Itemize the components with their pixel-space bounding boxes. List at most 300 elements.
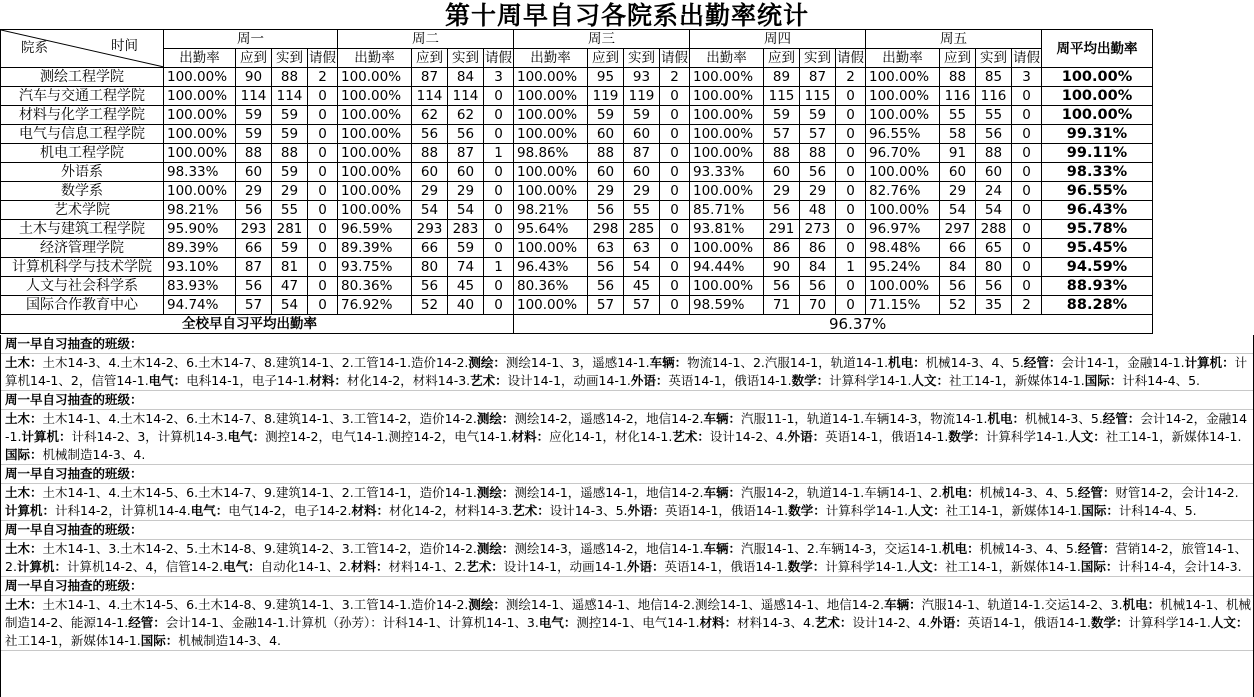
leave-cell: 0 [308,163,338,182]
dept-name: 土木与建筑工程学院 [1,220,164,239]
class-list: 财管14-2，会计14-2. [1115,485,1239,500]
leave-cell: 0 [484,220,514,239]
expected-cell: 87 [412,68,448,87]
sub-header: 实到 [448,49,484,68]
dept-abbrev: 国际： [5,447,43,462]
leave-cell: 0 [660,144,690,163]
leave-cell: 0 [484,125,514,144]
actual-cell: 29 [800,182,836,201]
expected-cell: 52 [412,296,448,315]
class-list: 土木14-1、4.土木14-2、6.土木14-7、8.建筑14-1、3.工管14-2，造价14-2. [42,411,477,426]
leave-cell: 0 [484,201,514,220]
sub-header: 请假 [1013,50,1040,66]
notes-title: 周一早自习抽查的班级： [1,521,1253,540]
dept-abbrev: 艺术： [512,503,550,518]
class-list: 电科14-1，电子14-1. [186,373,310,388]
class-list: 测绘14-1，遥感14-1，地信14-2. [514,485,704,500]
expected-cell: 114 [412,87,448,106]
actual-cell: 273 [800,220,836,239]
leave-cell: 0 [836,125,866,144]
expected-cell: 29 [764,182,800,201]
actual-cell: 59 [624,106,660,125]
actual-cell: 56 [448,125,484,144]
weekly-average-header: 周平均出勤率 [1042,30,1153,68]
actual-cell: 57 [624,296,660,315]
dept-abbrev: 材料： [351,503,389,518]
leave-cell: 0 [1012,125,1042,144]
overall-value: 96.37% [514,315,1153,334]
sub-header: 实到 [800,49,836,68]
rate-cell: 100.00% [690,87,764,106]
rate-cell: 100.00% [514,125,588,144]
actual-cell: 81 [272,258,308,277]
rate-cell: 96.55% [866,125,940,144]
class-list: 材化14-2，材料14-3. [388,503,513,518]
expected-cell: 56 [236,277,272,296]
expected-cell: 56 [588,201,624,220]
dept-abbrev: 外语： [630,373,669,388]
actual-cell: 80 [976,258,1012,277]
dept-abbrev: 土木： [5,597,43,612]
table-row [1,258,1153,277]
leave-cell: 0 [308,87,338,106]
expected-cell: 59 [764,106,800,125]
class-list: 机械制造14-3、4. [178,633,282,648]
dept-abbrev: 数学： [948,429,986,444]
actual-cell: 70 [800,296,836,315]
actual-cell: 55 [976,106,1012,125]
class-list: 社工14-1，新媒体14-1. [948,373,1085,388]
table-row [1,277,1153,296]
sub-header: 请假 [485,50,512,66]
dept-abbrev: 人文： [908,503,946,518]
expected-cell: 29 [940,182,976,201]
rate-cell: 100.00% [514,296,588,315]
expected-cell: 60 [940,163,976,182]
dept-abbrev: 经管： [1077,541,1116,556]
expected-cell: 88 [940,68,976,87]
dept-abbrev: 土木： [5,541,43,556]
leave-cell: 2 [1012,296,1042,315]
dept-abbrev: 电气： [190,503,229,518]
actual-cell: 40 [448,296,484,315]
rate-cell: 100.00% [690,144,764,163]
rate-cell: 100.00% [514,239,588,258]
dept-abbrev: 艺术： [466,559,504,574]
rate-cell: 89.39% [164,239,236,258]
expected-cell: 58 [940,125,976,144]
notes-title: 周一早自习抽查的班级： [1,465,1253,484]
leave-cell: 0 [308,277,338,296]
dept-abbrev: 电气： [148,373,187,388]
dept-abbrev: 艺术： [470,373,508,388]
leave-cell: 2 [836,68,866,87]
rate-cell: 100.00% [514,182,588,201]
expected-cell: 56 [588,258,624,277]
class-list: 会计14-2，金融14-1. [5,411,1248,444]
class-list: 机械制造14-3、4. [42,447,146,462]
weekly-average-cell: 100.00% [1042,68,1153,87]
actual-cell: 84 [448,68,484,87]
rate-cell: 98.86% [514,144,588,163]
rate-cell: 100.00% [164,106,236,125]
class-list: 测控14-1、电气14-1. [576,615,700,630]
actual-cell: 60 [624,125,660,144]
expected-cell: 80 [412,258,448,277]
rate-cell: 98.48% [866,239,940,258]
expected-cell: 29 [588,182,624,201]
leave-cell: 0 [484,106,514,125]
rate-cell: 100.00% [690,239,764,258]
dept-abbrev: 国际： [140,633,179,648]
leave-cell: 0 [660,220,690,239]
rate-cell: 100.00% [866,68,940,87]
rate-cell: 98.21% [514,201,588,220]
actual-cell: 60 [448,163,484,182]
rate-cell: 98.21% [164,201,236,220]
leave-cell: 0 [660,296,690,315]
weekly-average-cell: 95.78% [1042,220,1153,239]
class-list: 测绘14-1、3，遥感14-1. [505,355,650,370]
rate-cell: 93.33% [690,163,764,182]
leave-cell: 1 [484,258,514,277]
rate-cell: 100.00% [164,87,236,106]
expected-cell: 88 [412,144,448,163]
dept-abbrev: 外语： [626,559,665,574]
rate-cell: 94.44% [690,258,764,277]
table-row [1,220,1153,239]
expected-cell: 86 [764,239,800,258]
leave-cell: 0 [1012,106,1042,125]
rate-cell: 100.00% [338,144,412,163]
expected-cell: 54 [412,201,448,220]
actual-cell: 29 [448,182,484,201]
table-row [1,87,1153,106]
expected-cell: 87 [236,258,272,277]
leave-cell: 0 [1012,258,1042,277]
rate-cell: 100.00% [164,68,236,87]
leave-cell: 0 [660,258,690,277]
class-list: 自动化14-1、2. [260,559,351,574]
overall-label: 全校早自习平均出勤率 [1,315,514,334]
dept-name: 外语系 [1,163,164,182]
leave-cell: 0 [660,277,690,296]
leave-cell: 0 [836,182,866,201]
class-list: 计算科学14-1. [829,373,912,388]
rate-cell: 100.00% [338,125,412,144]
expected-cell: 62 [412,106,448,125]
expected-cell: 293 [412,220,448,239]
actual-cell: 48 [800,201,836,220]
actual-cell: 56 [800,163,836,182]
rate-cell: 100.00% [514,163,588,182]
rate-cell: 100.00% [690,182,764,201]
class-list: 设计14-3、5. [549,503,628,518]
dept-abbrev: 土木： [5,355,43,370]
rate-cell: 95.24% [866,258,940,277]
dept-abbrev: 测绘： [476,485,515,500]
dept-abbrev: 数学： [1090,615,1129,630]
dept-name: 材料与化学工程学院 [1,106,164,125]
dept-abbrev: 测绘： [476,541,515,556]
class-list: 计科14-4，会计14-3. [1118,559,1242,574]
dept-name: 计算机科学与技术学院 [1,258,164,277]
leave-cell: 0 [1012,163,1042,182]
notes-title: 周一早自习抽查的班级： [1,577,1253,596]
dept-abbrev: 车辆： [884,597,922,612]
class-list: 设计14-2、4. [852,615,931,630]
dept-abbrev: 艺术： [672,429,710,444]
actual-cell: 65 [976,239,1012,258]
dept-name: 国际合作教育中心 [1,296,164,315]
expected-cell: 89 [764,68,800,87]
actual-cell: 288 [976,220,1012,239]
expected-cell: 56 [412,277,448,296]
table-row [1,239,1153,258]
actual-cell: 87 [448,144,484,163]
leave-cell: 2 [308,68,338,87]
leave-cell: 0 [660,125,690,144]
class-list: 物流14-1、2.汽服14-1，轨道14-1. [687,355,889,370]
dept-abbrev: 经管： [1023,355,1062,370]
weekly-average-cell: 98.33% [1042,163,1153,182]
leave-cell: 0 [1012,87,1042,106]
dept-abbrev: 经管： [128,615,166,630]
weekly-average-cell: 94.59% [1042,258,1153,277]
actual-cell: 74 [448,258,484,277]
sub-header: 应到 [588,49,624,68]
class-list: 英语14-1，俄语14-1. [967,615,1091,630]
leave-cell: 0 [836,106,866,125]
notes-body [1,354,1253,391]
weekly-average-cell: 88.28% [1042,296,1153,315]
expected-cell: 91 [940,144,976,163]
dept-abbrev: 材料： [350,559,389,574]
header-row-days [1,30,1153,49]
expected-cell: 52 [940,296,976,315]
day-header: 周一 [164,30,338,49]
expected-cell: 114 [236,87,272,106]
rate-cell: 100.00% [338,106,412,125]
class-list: 机械14-3、4、5. [979,485,1078,500]
dept-abbrev: 电气： [538,615,577,630]
expected-cell: 59 [588,106,624,125]
rate-cell: 93.81% [690,220,764,239]
class-list: 土木14-1、3.土木14-2、5.土木14-8、9.建筑14-2、3.工管14-2，造价14-2. [42,541,477,556]
dept-abbrev: 材料： [699,615,738,630]
actual-cell: 59 [272,239,308,258]
actual-cell: 87 [800,68,836,87]
leave-cell: 0 [836,201,866,220]
leave-cell: 0 [660,239,690,258]
corner-time-label: 时间 [111,38,138,54]
weekly-average-cell: 99.31% [1042,125,1153,144]
leave-cell: 0 [1012,239,1042,258]
expected-cell: 55 [940,106,976,125]
dept-abbrev: 机电： [888,355,926,370]
class-list: 机械14-1、机械制造14-2、能源14-1. [5,597,1251,630]
rate-cell: 95.90% [164,220,236,239]
actual-cell: 86 [800,239,836,258]
dept-abbrev: 外语： [627,503,666,518]
header-row-fields [1,49,1153,68]
leave-cell: 0 [308,144,338,163]
actual-cell: 35 [976,296,1012,315]
expected-cell: 56 [236,201,272,220]
notes-body [1,540,1253,577]
actual-cell: 84 [800,258,836,277]
leave-cell: 0 [484,296,514,315]
class-list: 汽服11-1，轨道14-1.车辆14-3，物流14-1. [741,411,988,426]
sub-header: 应到 [236,49,272,68]
actual-cell: 54 [272,296,308,315]
leave-cell: 1 [484,144,514,163]
dept-abbrev: 电气： [223,559,261,574]
expected-cell: 116 [940,87,976,106]
leave-cell: 1 [836,258,866,277]
leave-cell: 0 [484,277,514,296]
weekly-average-cell: 100.00% [1042,87,1153,106]
dept-abbrev: 测绘： [468,355,506,370]
dept-abbrev: 计算机： [16,559,67,574]
sub-header: 实到 [624,49,660,68]
dept-abbrev: 经管： [1102,411,1141,426]
class-list: 会计14-1、金融14-1.计算机（孙芳）：计科14-1、计算机14-1、3. [165,615,539,630]
rate-cell: 100.00% [866,87,940,106]
dept-abbrev: 人文： [1210,615,1249,630]
rate-cell: 82.76% [866,182,940,201]
leave-cell: 0 [308,258,338,277]
expected-cell: 59 [236,106,272,125]
actual-cell: 85 [976,68,1012,87]
leave-cell: 0 [836,239,866,258]
leave-cell: 0 [836,87,866,106]
leave-cell: 0 [1012,201,1042,220]
rate-cell: 100.00% [514,106,588,125]
class-list: 土木14-1、4.土木14-5、6.土木14-7、9.建筑14-1、2.工管14-1，造价14-1. [42,485,477,500]
rate-cell: 100.00% [866,106,940,125]
dept-abbrev: 数学： [788,503,826,518]
rate-cell: 94.74% [164,296,236,315]
class-list: 设计14-1，动画14-1. [503,559,627,574]
spot-check-notes [0,335,1254,697]
class-list: 土木14-3、4.土木14-2、6.土木14-7、8.建筑14-1、2.工管14-1.造价14-2. [42,355,469,370]
dept-abbrev: 外语： [930,615,968,630]
rate-cell: 100.00% [690,68,764,87]
expected-cell: 90 [764,258,800,277]
dept-name: 测绘工程学院 [1,68,164,87]
leave-cell: 0 [836,277,866,296]
expected-cell: 88 [236,144,272,163]
class-list: 计算科学14-1. [825,559,908,574]
sub-header: 出勤率 [514,49,588,68]
rate-cell: 100.00% [866,163,940,182]
dept-abbrev: 土木： [5,411,43,426]
dept-name: 数学系 [1,182,164,201]
class-list: 计算科学14-1. [825,503,909,518]
leave-cell: 0 [308,239,338,258]
rate-cell: 100.00% [338,201,412,220]
expected-cell: 60 [412,163,448,182]
class-list: 机械14-3、4、5. [979,541,1078,556]
actual-cell: 59 [272,163,308,182]
leave-cell: 0 [308,106,338,125]
page-title: 第十周早自习各院系出勤率统计 [444,1,809,30]
actual-cell: 45 [448,277,484,296]
dept-abbrev: 数学： [787,559,826,574]
leave-cell: 0 [836,220,866,239]
notes-body [1,410,1253,465]
rate-cell: 100.00% [338,68,412,87]
class-list: 英语14-1，俄语14-1. [665,503,789,518]
sub-header: 实到 [976,49,1012,68]
sub-header: 出勤率 [164,49,236,68]
dept-abbrev: 人文： [907,559,946,574]
dept-name: 汽车与交通工程学院 [1,87,164,106]
leave-cell: 0 [308,182,338,201]
leave-cell: 0 [484,87,514,106]
rate-cell: 100.00% [338,87,412,106]
expected-cell: 63 [588,239,624,258]
dept-abbrev: 车辆： [703,411,742,426]
sub-header: 请假 [837,50,864,66]
leave-cell: 0 [484,163,514,182]
dept-abbrev: 国际： [1084,373,1123,388]
table-row [1,106,1153,125]
actual-cell: 88 [272,144,308,163]
dept-name: 经济管理学院 [1,239,164,258]
expected-cell: 59 [236,125,272,144]
leave-cell: 0 [308,296,338,315]
rate-cell: 80.36% [338,277,412,296]
rate-cell: 96.59% [338,220,412,239]
actual-cell: 54 [976,201,1012,220]
expected-cell: 291 [764,220,800,239]
actual-cell: 59 [272,125,308,144]
leave-cell: 2 [660,68,690,87]
table-row [1,182,1153,201]
rate-cell: 100.00% [690,277,764,296]
leave-cell: 3 [1012,68,1042,87]
class-list: 计算机14-1、2，信管14-1. [5,355,1248,388]
dept-abbrev: 材料： [309,373,347,388]
day-header: 周五 [866,30,1042,49]
class-list: 汽服14-1、2.车辆14-3，交运14-1. [741,541,943,556]
rate-cell: 100.00% [866,201,940,220]
expected-cell: 95 [588,68,624,87]
dept-abbrev: 测绘： [476,411,515,426]
overall-row [1,315,1153,334]
leave-cell: 0 [1012,220,1042,239]
dept-abbrev: 机电： [942,541,980,556]
rate-cell: 76.92% [338,296,412,315]
actual-cell: 60 [624,163,660,182]
dept-abbrev: 计算机： [5,503,56,518]
actual-cell: 57 [800,125,836,144]
expected-cell: 293 [236,220,272,239]
leave-cell: 0 [308,125,338,144]
actual-cell: 54 [624,258,660,277]
class-list: 社工14-1，新媒体14-1. [5,633,141,648]
actual-cell: 114 [448,87,484,106]
class-list: 设计14-1，动画14-1. [507,373,631,388]
leave-cell: 0 [1012,144,1042,163]
class-list: 营销14-2，旅管14-1、2. [5,541,1248,574]
weekly-average-cell: 99.11% [1042,144,1153,163]
corner-dept-label: 院系 [21,40,48,56]
notes-title: 周一早自习抽查的班级： [1,391,1253,410]
actual-cell: 116 [976,87,1012,106]
